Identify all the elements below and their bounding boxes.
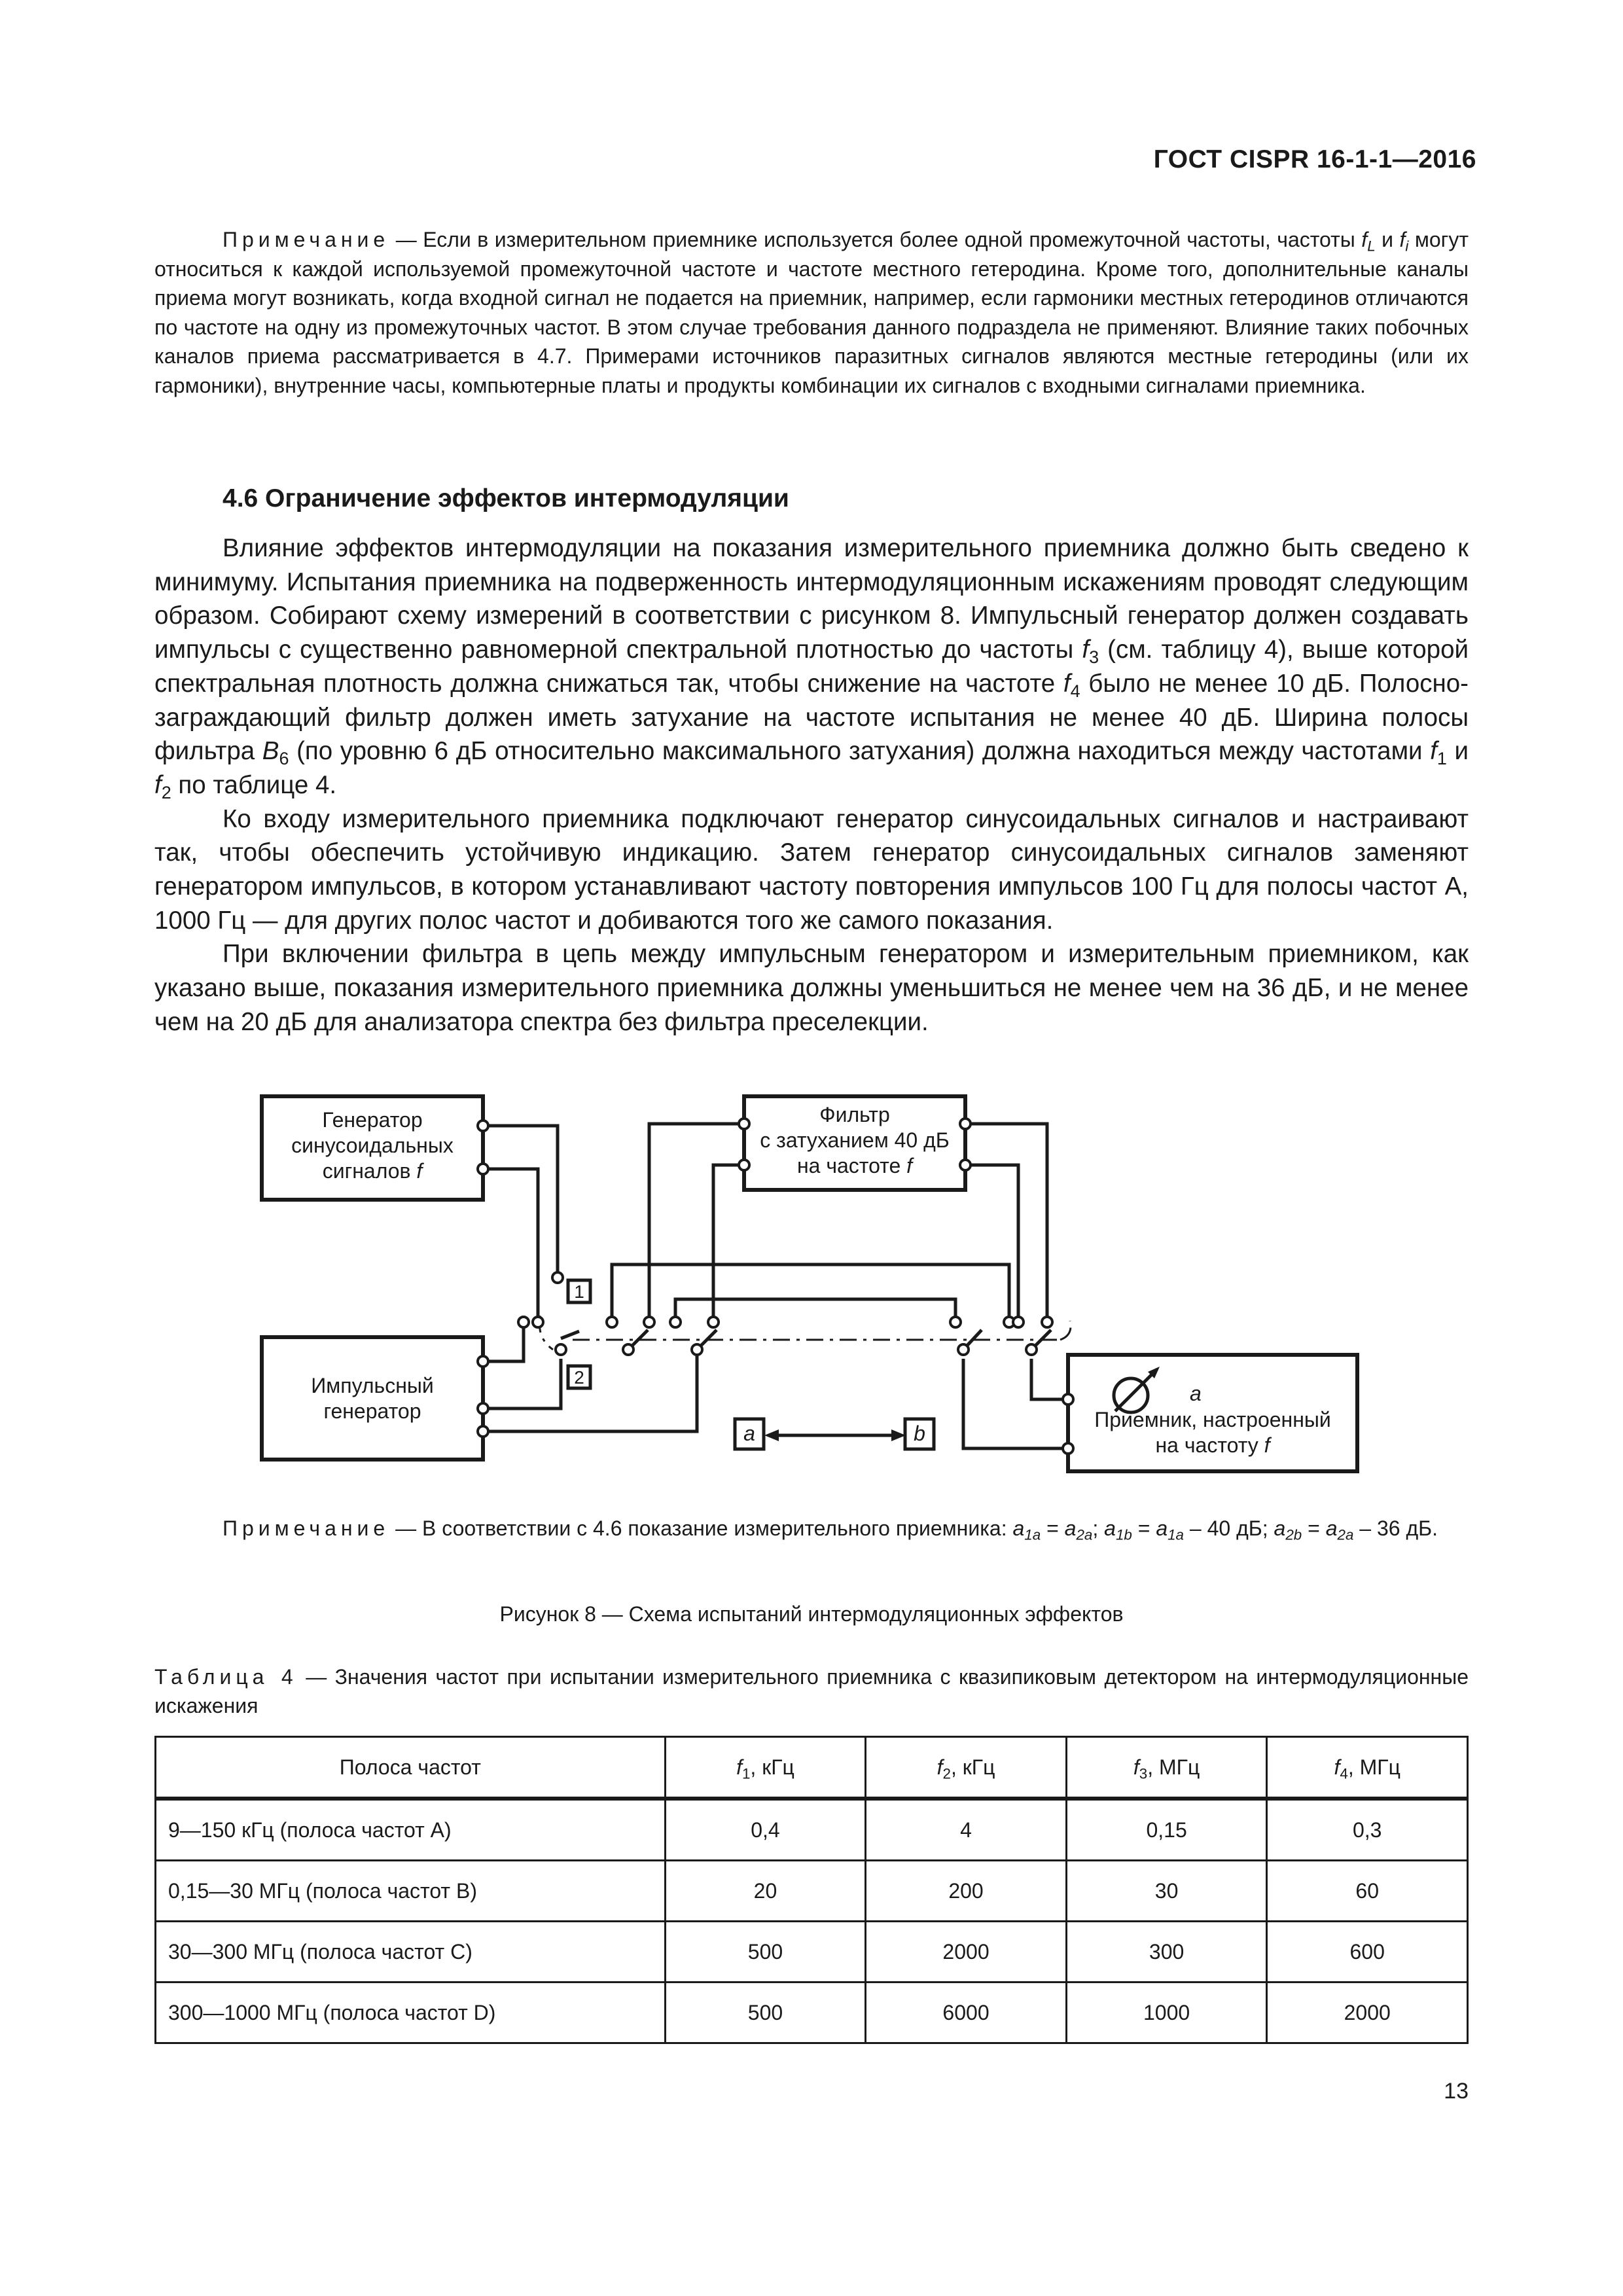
- header-band: Полоса частот: [156, 1737, 666, 1799]
- standard-header: ГОСТ CISPR 16-1-1—2016: [1153, 145, 1476, 173]
- figure-caption: Рисунок 8 — Схема испытаний интермодуляционных эффектов: [499, 1602, 1124, 1626]
- marker-b: b: [914, 1422, 925, 1445]
- body-text: [154, 531, 1469, 1039]
- frequency-table: [154, 1736, 1469, 2044]
- table-row: 300—1000 МГц (полоса частот D) 500 6000 1000 2000: [156, 1982, 1468, 2043]
- test-circuit-diagram: [0, 1080, 1623, 1505]
- section-heading: 4.6 Ограничение эффектов интермодуляции: [223, 484, 789, 512]
- receiver-label: Приемник, настроенный на частоту f: [1094, 1408, 1331, 1457]
- paragraph-3: При включении фильтра в цепь между импульсным генератором и измерительным приемником, как указано выше, показания измерительного приемника должны уменьшиться не менее чем на 36 дБ, и не менее чем на 20 дБ для анализатора спектра без фильтра преселекции.: [154, 940, 1469, 1036]
- table-row: 0,15—30 МГц (полоса частот В) 20 200 30 60: [156, 1861, 1468, 1922]
- meter-reading-label: a: [1190, 1382, 1202, 1405]
- switch-position-1: 1: [574, 1282, 584, 1302]
- page-number: 13: [1444, 2079, 1469, 2104]
- table-caption: Таблица 4 — Значения частот при испытании измерительного приемника с квазипиковым детектором на интермодуляционные искажения: [154, 1665, 1469, 1717]
- header-f4: $f_4$, МГц: [1267, 1737, 1468, 1799]
- switch-position-2: 2: [574, 1367, 584, 1388]
- header-f1: $f_1$, кГц: [665, 1737, 866, 1799]
- table-header-row: [156, 1737, 1468, 1799]
- top-note: Примечание — Если в измерительном приемнике используется более одной промежуточной частоты, частоты $f_L$ и $f_i$ могут относиться к каждой используемой промежуточной частоте и частоте местного гетеродина. Кроме того, дополнительные каналы приема могут возникать, когда входной сигнал не подается на приемник, например, если гармоники местных гетеродинов отличаются по частоте на одну из промежуточных частот. В этом случае требования данного подраздела не применяют. Влияние таких побочных каналов приема рассматривается в 4.7. Примерами источников паразитных сигналов являются местные гетеродины (или их гармоники), внутренние часы, компьютерные платы и продукты комбинации их сигналов с входными сигналами приемника.: [154, 228, 1469, 397]
- paragraph-2: Ко входу измерительного приемника подключают генератор синусоидальных сигналов и настраивают так, чтобы обеспечить устойчивую индикацию. Затем генератор синусоидальных сигналов заменяют генератором импульсов, в котором устанавливают частоту повторения импульсов 100 Гц для полосы частот А, 1000 Гц — для других полос частот и добиваются того же самого показания.: [154, 804, 1469, 935]
- paragraph-1: Влияние эффектов интермодуляции на показания измерительного приемника должно быть сведено к минимуму. Испытания приемника на подверженность интермодуляционным искажениям проводят следующим образом. Собирают схему измерений в соответствии с рисунком 8. Импульсный генератор должен создавать импульсы с существенно равномерной спектральной плотностью до частоты $f_3$ (см. таблицу 4), выше которой спектральная плотность должна снижаться так, чтобы снижение на частоте $f_4$ было не менее 10 дБ. Полосно-заграждающий фильтр должен иметь затухание на частоте испытания не менее 40 дБ. Ширина полосы фильтра $B_6$ (по уровню 6 дБ относительно максимального затухания) должна находиться между частотами $f_1$ и $f_2$ по таблице 4.: [154, 534, 1469, 802]
- sine-generator-label: Генератор синусоидальных сигналов f: [291, 1108, 454, 1183]
- marker-a: a: [743, 1422, 755, 1445]
- header-f3: $f_3$, МГц: [1066, 1737, 1267, 1799]
- header-f2: $f_2$, кГц: [866, 1737, 1067, 1799]
- pulse-generator-label: Импульсный генератор: [311, 1374, 434, 1423]
- table-row: 9—150 кГц (полоса частот А) 0,4 4 0,15 0,3: [156, 1799, 1468, 1861]
- table-row: 30—300 МГц (полоса частот С) 500 2000 300 600: [156, 1922, 1468, 1982]
- figure-note: Примечание — В соответствии с 4.6 показание измерительного приемника: $a_{1a} = a_{2a}$; $a_{1b} = a_{1a} - 40$ дБ; $a_{2b} = a_{2a} - 36$ дБ.: [223, 1516, 1438, 1543]
- note-label: Примечание: [223, 228, 390, 251]
- filter-label: Фильтр с затуханием 40 дБ на частоте f: [760, 1103, 950, 1177]
